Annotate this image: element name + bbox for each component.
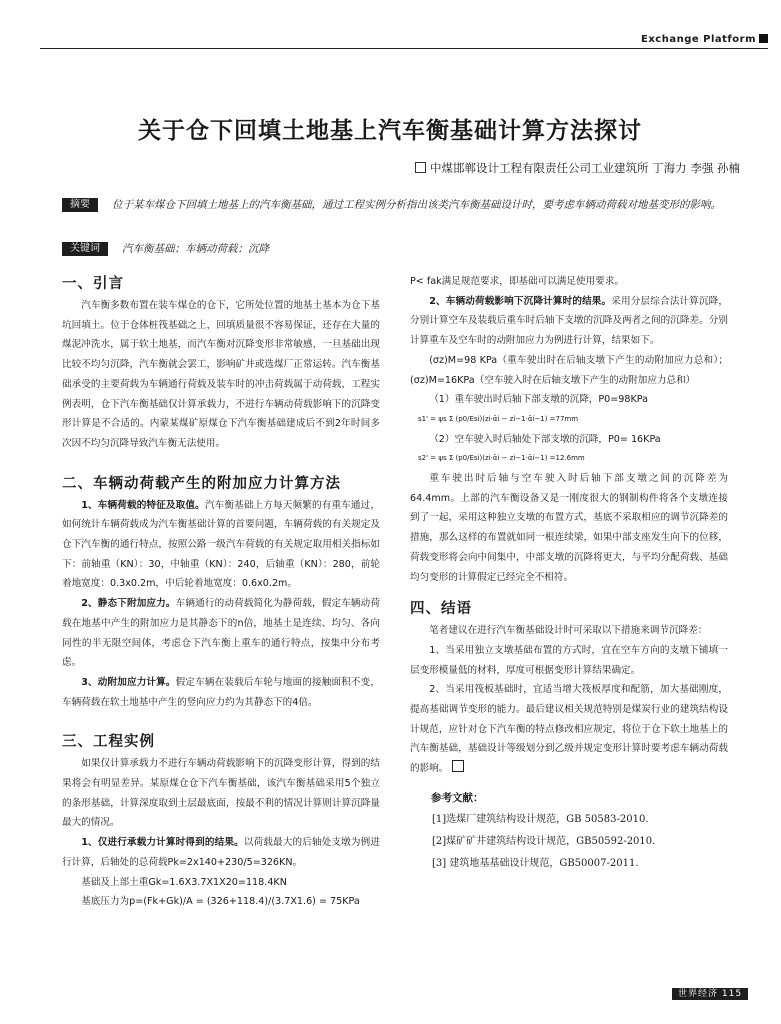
header-label: Exchange Platform: [641, 34, 756, 45]
keywords-block: [62, 239, 742, 259]
abstract-tag: 摘要: [62, 198, 98, 212]
section-4-paragraph-3: [410, 680, 728, 779]
author-box-icon: [415, 162, 426, 173]
end-mark-icon: [452, 760, 464, 772]
author-line: [300, 160, 740, 176]
keywords-text: 汽车衡基础；车辆动荷载；沉降: [122, 243, 269, 255]
formula-1-expr: s1' = ψs Σ (p0/Esi)(zi·ᾱi − zi−1·ᾱi−1) =77mm: [418, 414, 579, 423]
section-3-title: 三、工程实例: [62, 734, 155, 751]
formula-2-expr: s2' = ψs Σ (p0/Esi)(zi·ᾱi − zi−1·ᾱi−1) =12.6mm: [418, 454, 585, 463]
keywords-tag: 关键词: [62, 242, 108, 256]
abstract-block: [62, 195, 742, 215]
article-title: 关于仓下回填土地基上汽车衡基础计算方法探讨: [138, 118, 642, 144]
r-p2-text: 采用分层综合法计算沉降，分别计算空车及装载后重车时后轴下支墩的沉降及两者之间的沉降差。分别计算重车及空车时的动附加应力为例进行计算，结果如下。: [410, 295, 728, 347]
s2-p1-lead: 1、车辆荷载的特征及取值。: [81, 499, 205, 511]
s3-p2-text: 以荷载最大的后轴处支墩为例进行计算，后轴处的总荷载Pk=2x140+230/5=326KN。: [62, 837, 380, 868]
section-1-paragraph: 汽车衡多数布置在装车煤仓的仓下，它所处位置的地基土基本为仓下基坑回填土。位于仓体桩筏基础之上，回填质量很不容易保证，还存在大量的煤泥冲洗水，属于软土地基，而汽车衡对沉降变形非常敏感，一旦基础出现比较不均匀沉降，汽车衡就会罢工，影响矿井或选煤厂正常运转。汽车衡基础承受的主要荷载为车辆通行荷载及装车时的冲击荷载属于动荷载，工程实例表明，仓下汽车衡基础仅计算承载力，不进行车辆动荷载影响下的沉降变形计算是不合适的。内蒙某煤矿原煤仓下汽车衡基础建成后不到2年时间多次因不均匀沉降导致汽车衡无法使用。: [62, 300, 380, 449]
header-square-icon: [759, 34, 768, 43]
right-paragraph-3: (σz)M=98 KPa（重车驶出时在后轴支墩下产生的动附加应力总和）；(σz)M=16KPa（空车驶入时在后轴支墩下产生的动附加应力总和）: [410, 354, 728, 386]
settlement-formula-1: [410, 410, 728, 430]
s3-f2-lead: 基底压力为p=: [81, 896, 144, 908]
references-title: 参考文献：: [431, 791, 484, 804]
section-4-paragraph-2: 1、当采用独立支墩基础布置的方式时，宜在空车方向的支墩下铺填一层变形模量低的材料，厚度可根据变形计算结果确定。: [410, 644, 728, 676]
settlement-formula-2: [410, 449, 728, 469]
reference-item: [1]选煤厂建筑结构设计规范，GB 50583-2010.: [432, 813, 649, 825]
right-paragraph-1: P< fak满足规范要求，即基础可以满足使用要求。: [410, 276, 624, 287]
section-3-formula-2: [62, 892, 380, 912]
section-3-paragraph-2: [62, 833, 380, 872]
s2-p2-text: 车辆通行的动荷载简化为静荷载，假定车辆动荷载在地基中产生的附加应力是其静态下的n倍，地基土是连续、均匀、各向同性的半无限空间体，考虑仓下汽车衡上重车的通行特点，按集中分布考虑。: [62, 598, 380, 669]
section-4-paragraph-1: 笔者建议在进行汽车衡基础设计时可采取以下措施来调节沉降差：: [429, 625, 708, 637]
section-2-paragraph-2: [62, 594, 380, 673]
right-paragraph-2: [410, 292, 728, 351]
s2-p3-text: 假定车辆在装载后车轮与地面的接触面积不变，车辆荷载在软土地基中产生的竖向应力约为其静态下的4倍。: [62, 676, 380, 708]
s2-p2-lead: 2、静态下附加应力。: [81, 598, 176, 610]
section-1-title: 一、引言: [62, 276, 124, 292]
right-item-2: （2）空车驶入时后轴处下部支墩的沉降，P0= 16KPa: [429, 433, 661, 445]
reference-item: [3] 建筑地基基础设计规范，GB50007-2011.: [432, 857, 639, 869]
s2-p3-lead: 3、动附加应力计算。: [81, 676, 176, 688]
s4-p3-text: 2、当采用筏板基础时，宜适当增大筏板厚度和配筋，加大基础刚度，提高基础调节变形的能力。最后建议相关规范特别是煤炭行业的建筑结构设计规范，应针对仓下汽车衡的特点修改相应规定，将位于仓下软土地基上的汽车衡基础，基础设计等级划分到乙级并规定变形计算时要考虑车辆动荷载的影响。: [410, 684, 728, 775]
right-item-1: （1）重车驶出时后轴下部支墩的沉降，P0=98KPa: [429, 394, 649, 406]
r-p2-lead: 2、车辆动荷载影响下沉降计算时的结果。: [429, 295, 612, 307]
section-2-paragraph-3: [62, 673, 380, 712]
section-header: [600, 34, 768, 45]
section-3-formula-1: 基础及上部土重Gk=1.6X3.7X1X20=118.4KN: [81, 876, 287, 888]
right-paragraph-4: 重车驶出时后轴与空车驶入时后轴下部支墩之间的沉降差为64.4mm。上部的汽车衡设备又是一刚度很大的钢制构件将各个支墩连接到了一起，采用这种独立支墩的布置方式，基底不采取相应的调节沉降差的措施，那么这样的布置就如同一根连续梁，如果中部支座发生向下的位移，荷载变形将会向中间集中，中部支墩的沉降将更大，与平均分配荷载、基础均匀变形的计算假定已经完全不相符。: [410, 473, 728, 583]
s3-f2-expr: (Fk+Gk)/A = (326+118.4)/(3.7X1.6) = 75KPa: [143, 896, 360, 908]
section-2-title: 二、车辆动荷载产生的附加应力计算方法: [62, 475, 341, 492]
left-column: [62, 272, 380, 912]
reference-item: [2]煤矿矿井建筑结构设计规范，GB50592-2010.: [432, 835, 656, 847]
s2-p1-text: 汽车衡基础上方每天频繁的有重车通过，如何统计车辆荷载成为汽车衡基础计算的首要问题，车辆荷载的有关规定及仓下汽车衡的通行特点，按照公路一级汽车荷载的有关规定取用相关指标如下：前轴重（KN）：30，中轴重（KN）：240，后轴重（KN）：280，前轮着地宽度：0.3x0.2m，中后轮着地宽度：0.6x0.2m。: [62, 499, 380, 590]
page-footer: 世界经济 115: [672, 988, 748, 1000]
authors-text: 中煤邯郸设计工程有限责任公司工业建筑所 丁海力 李强 孙楠: [430, 161, 740, 175]
section-2-paragraph-1: [62, 496, 380, 595]
right-column: [410, 272, 728, 875]
section-3-paragraph-1: 如果仅计算承载力不进行车辆动荷载影响下的沉降变形计算，得到的结果将会有明显差异。某原煤仓仓下汽车衡基础，该汽车衡基础采用5个独立的条形基础，计算深度取到土层最底面，按最不利的情况计算则计算沉降量最大的情况。: [62, 758, 380, 829]
section-4-title: 四、结语: [410, 601, 472, 618]
header-rule: [40, 48, 768, 49]
s3-p2-lead: 1、仅进行承载力计算时得到的结果。: [81, 837, 244, 849]
abstract-text: 位于某车煤仓下回填土地基上的汽车衡基础，通过工程实例分析指出该类汽车衡基础设计时，要考虑车辆动荷载对地基变形的影响。: [112, 199, 721, 211]
